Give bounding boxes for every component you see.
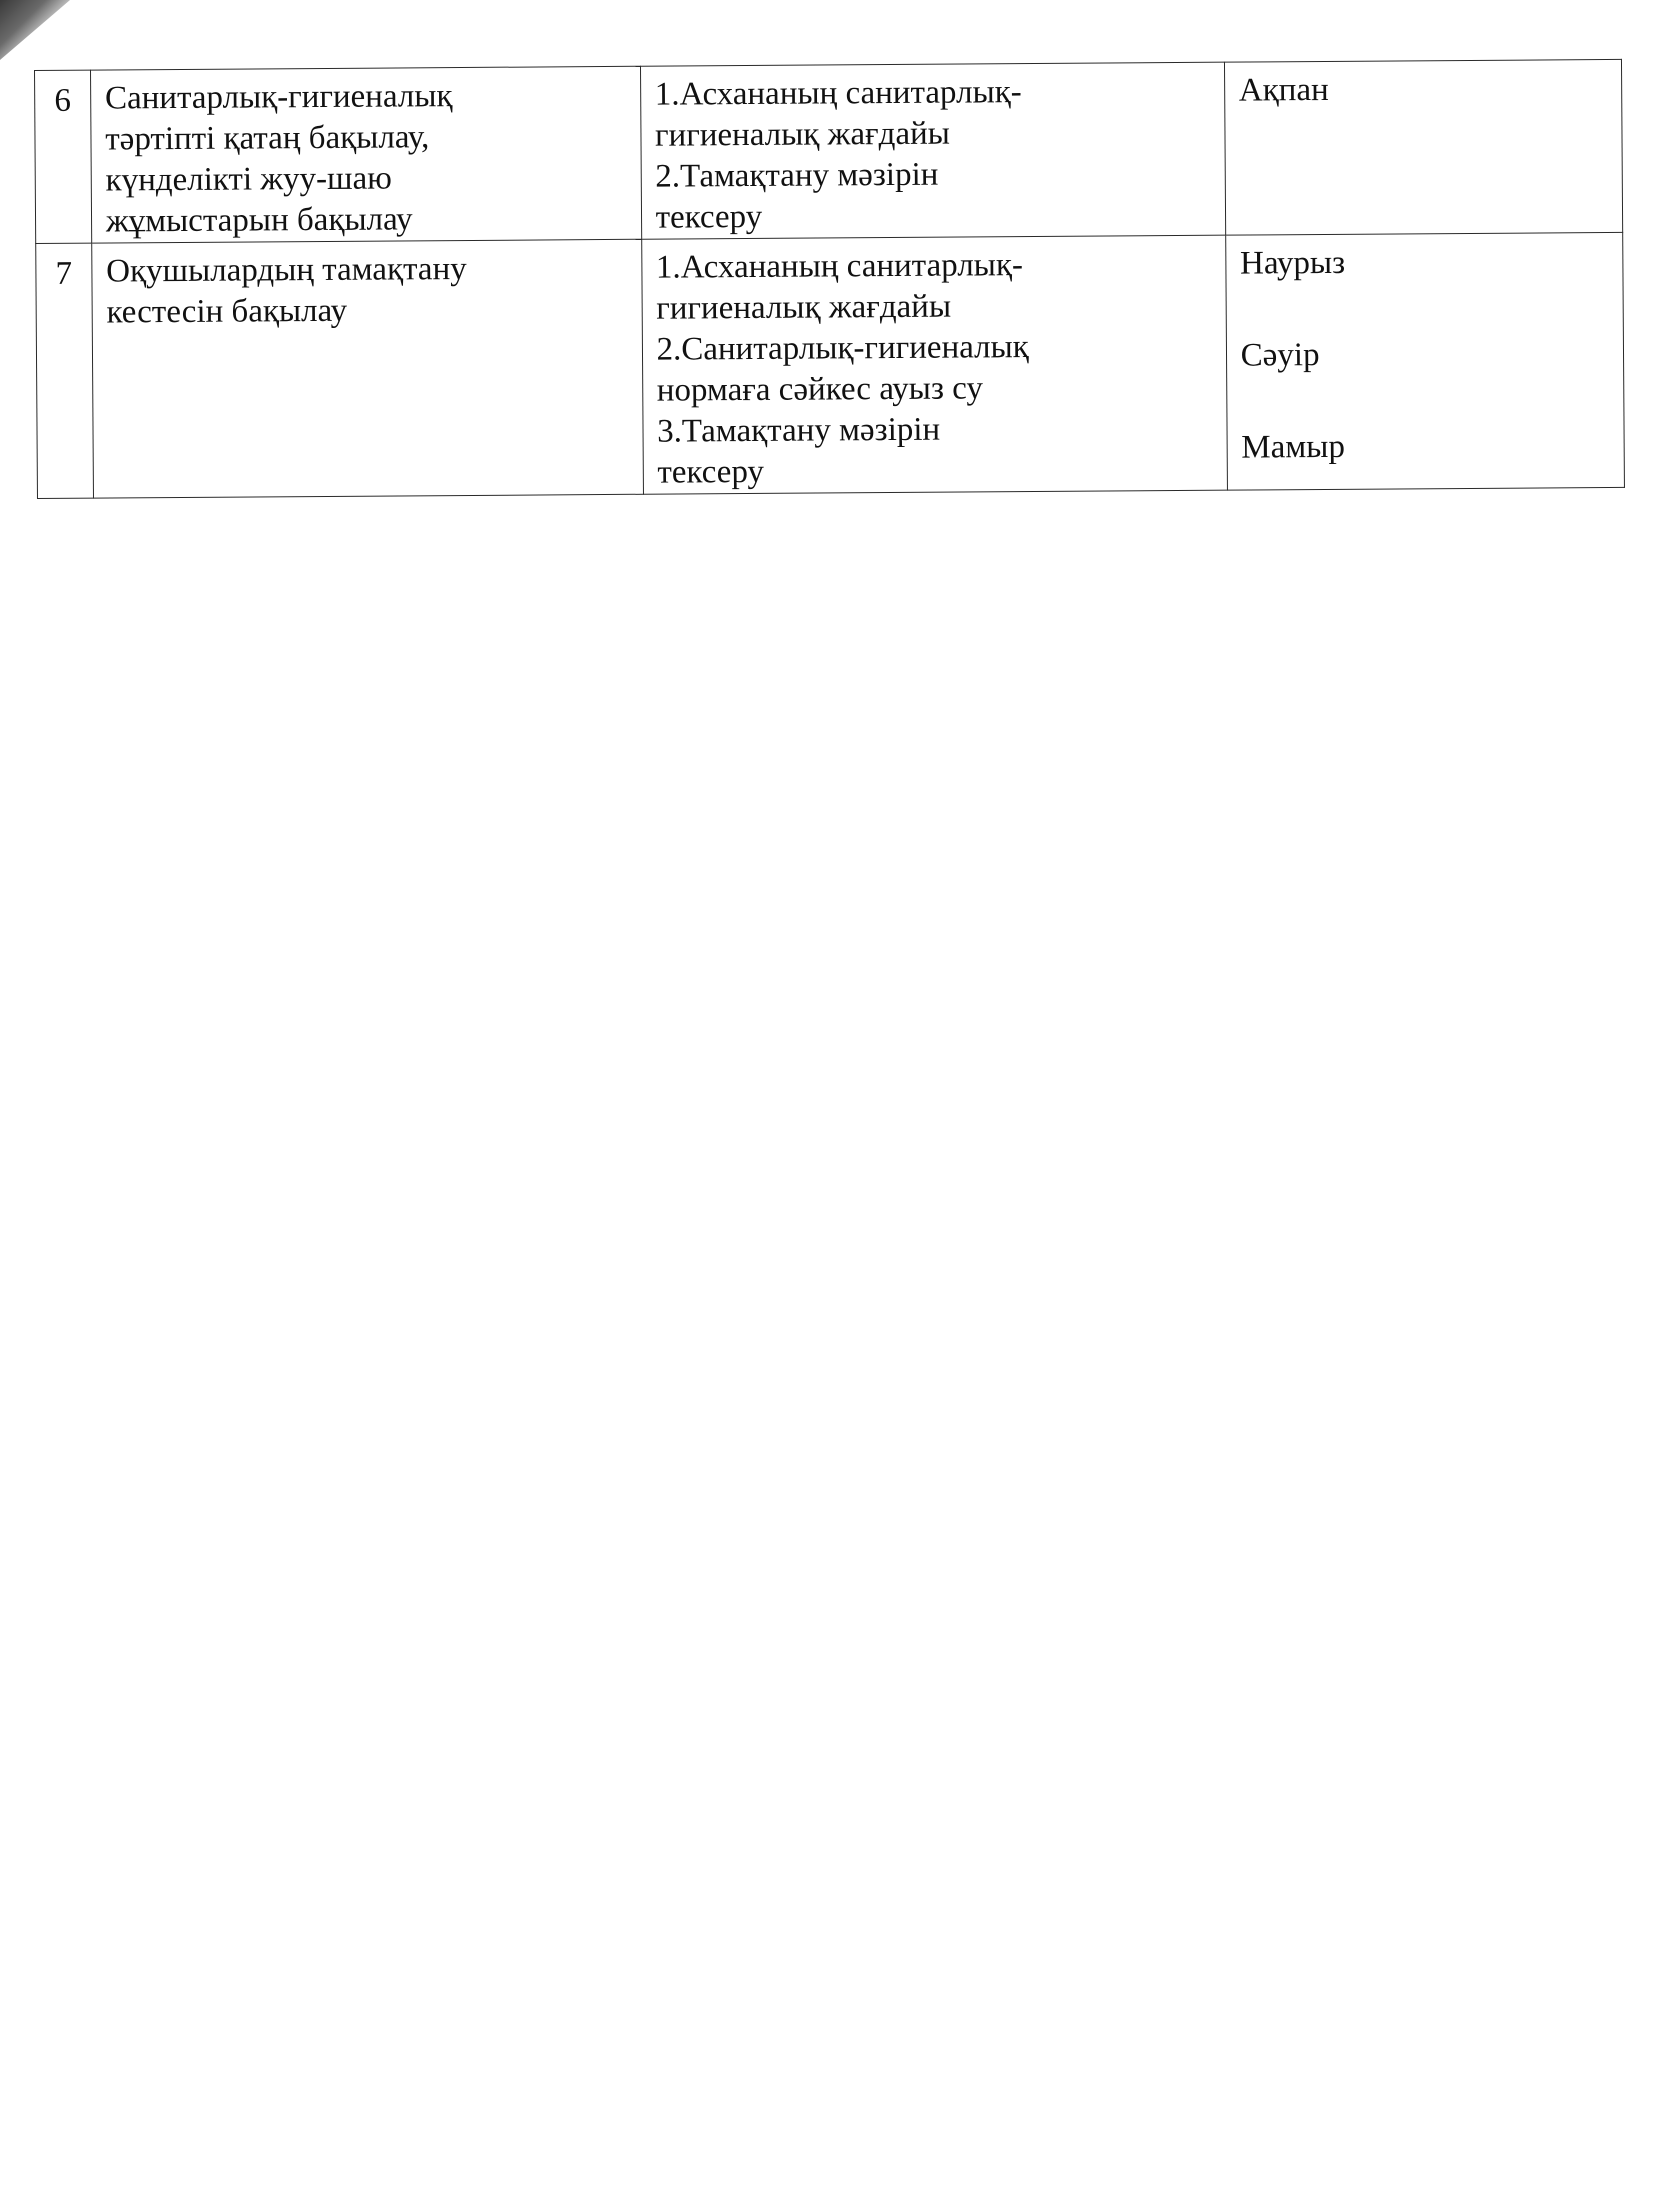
event-cell	[92, 239, 644, 498]
row-number: 7	[36, 243, 94, 498]
check-cell	[640, 62, 1225, 239]
month-cell	[1224, 59, 1623, 235]
event-line: күнделікті жуу-шаю	[105, 160, 392, 199]
page-corner-shadow	[0, 0, 70, 60]
month-cell	[1225, 232, 1624, 490]
table-row	[36, 232, 1625, 498]
row-number: 6	[35, 70, 92, 243]
month-label: Наурыз	[1239, 244, 1346, 282]
plan-table	[34, 59, 1625, 499]
event-line: Оқушылардың тамақтану	[106, 250, 467, 290]
check-line: тексеру	[655, 198, 763, 236]
check-cell	[641, 235, 1227, 494]
check-line: 2.Санитарлық-гигиеналық	[656, 329, 1029, 368]
check-line: 2.Тамақтану мәзірін	[655, 156, 939, 195]
check-line: нормаға сәйкес ауыз су	[656, 370, 984, 409]
month-label: Сәуір	[1240, 337, 1320, 374]
check-line: тексеру	[657, 453, 765, 491]
month-label: Мамыр	[1241, 428, 1346, 466]
check-line: 3.Тамақтану мәзірін	[656, 411, 941, 450]
check-line: гигиеналық жағдайы	[654, 115, 950, 154]
event-line: жұмыстарын бақылау	[105, 201, 413, 240]
check-line: 1.Асхананың санитарлық-	[654, 74, 1022, 113]
check-line: 1.Асхананың санитарлық-	[655, 247, 1024, 286]
month-label: Ақпан	[1238, 71, 1329, 109]
table-row	[35, 59, 1623, 243]
check-line: гигиеналық жағдайы	[656, 288, 952, 327]
event-line: кестесін бақылау	[106, 292, 348, 331]
event-line: Санитарлық-гигиеналық	[104, 78, 453, 117]
event-line: тәртіпті қатаң бақылау,	[105, 119, 430, 158]
event-cell	[90, 66, 641, 243]
